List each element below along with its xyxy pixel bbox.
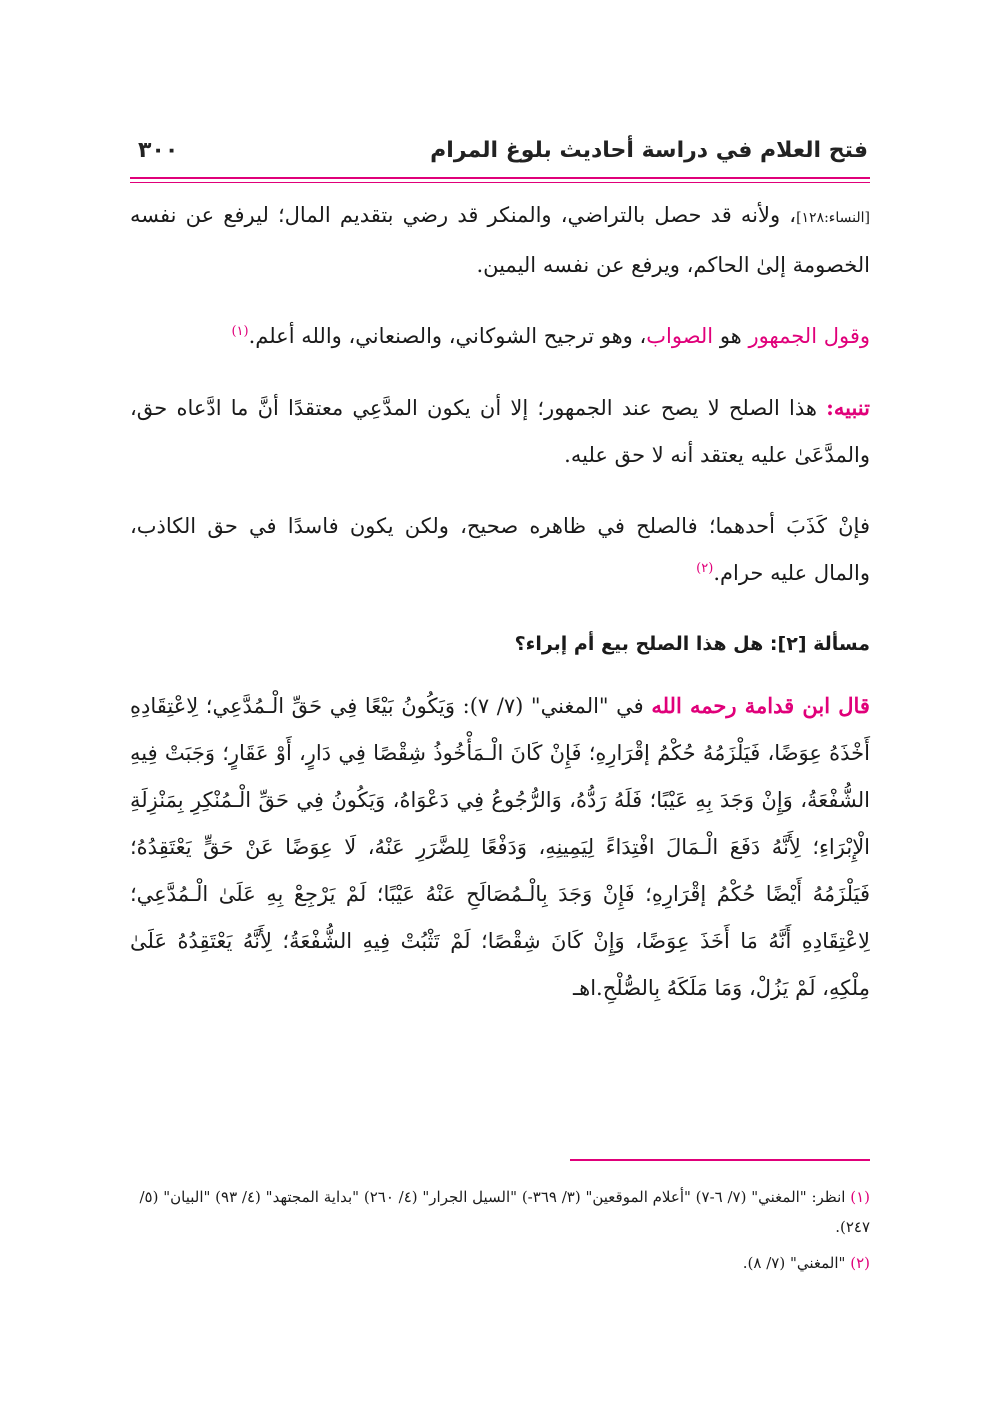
question-heading (130, 621, 870, 668)
footnote-2: (٢) "المغني" (٧/ ٨). (742, 1254, 870, 1272)
header-rule-thin (130, 182, 870, 183)
footnotes (130, 1182, 870, 1284)
correct-label: الصواب (646, 324, 714, 348)
paragraph-1: [النساء:١٢٨]، ولأنه قد حصل بالتراضي، والمنكر قد رضي بتقديم المال؛ ليرفع عن نفسه الخصومة إلىٰ الحاكم، ويرفع عن نفسه اليمين. (130, 203, 870, 277)
footnote-1: (١) انظر: "المغني" (٧/ ٦-٧) "أعلام الموقعين" (٣/ ٣٦٩-) "السيل الجرار" (٤/ ٢٦٠) "بداية المجتهد" (٤/ ٩٣) "البيان" (٥/ ٢٤٧). (139, 1188, 870, 1236)
footnote-rule (570, 1159, 870, 1161)
paragraph-2: وقول الجمهور هو الصواب، وهو ترجيح الشوكاني، والصنعاني، والله أعلم.$^{(١)}$ (231, 324, 870, 348)
paragraph-4: فإنْ كَذَبَ أحدهما؛ فالصلح في ظاهره صحيح، ولكن يكون فاسدًا في حق الكاذب، والمال عليه حرام.$^{(٢)}$ (130, 514, 870, 585)
author-label: قال ابن قدامة رحمه الله (651, 693, 870, 718)
note-label: تنبيه: (826, 395, 870, 420)
question-text: هل هذا الصلح بيع أم إبراء؟ (514, 633, 770, 655)
header-rule-thick (130, 177, 870, 179)
book-title: فتح العلام في دراسة أحاديث بلوغ المرام (430, 137, 868, 163)
paragraph-5: قال ابن قدامة رحمه الله في "المغني" (٧/ ٧): وَيَكُونُ بَيْعًا فِي حَقِّ الْـمُدَّعِي؛ لِاعْتِقَادِهِ أَخْذَهُ عِوَضًا، فَيَلْزَمُهُ حُكْمُ إقْرَارِهِ؛ فَإِنْ كَانَ الْـمَأْخُوذُ شِقْصًا فِي دَارٍ، أَوْ عَقَارٍ؛ وَجَبَتْ فِيهِ الشُّفْعَةُ، وَإِنْ وَجَدَ بِهِ عَيْبًا؛ فَلَهُ رَدُّهُ، وَالرُّجُوعُ فِي دَعْوَاهُ، وَيَكُونُ فِي حَقِّ الْـمُنْكِرِ بِمَنْزِلَةِ الْإِبْرَاءِ؛ لِأَنَّهُ دَفَعَ الْـمَالَ افْتِدَاءً لِيَمِينِهِ، وَدَفْعًا لِلضَّرَرِ عَنْهُ، لَا عِوَضًا عَنْ حَقٍّ يَعْتَقِدُهُ؛ فَيَلْزَمُهُ أَيْضًا حُكْمُ إقْرَارِهِ؛ فَإِنْ وَجَدَ بِالْـمُصَالَحِ عَنْهُ عَيْبًا؛ لَمْ يَرْجِعْ بِهِ عَلَىٰ الْـمُدَّعِي؛ لِاعْتِقَادِهِ أَنَّهُ مَا أَخَذَ عِوَضًا، وَإِنْ كَانَ شِقْصًا؛ لَمْ تَثْبُتْ فِيهِ الشُّفْعَةُ؛ لِأَنَّهُ يَعْتَقِدُهُ عَلَىٰ مِلْكِهِ، لَمْ يَزُلْ، وَمَا مَلَكَهُ بِالصُّلْحِ.اهـ (130, 693, 871, 1000)
page-number: ٣٠٠ (138, 137, 179, 163)
footnote-ref-1[interactable]: (١) (231, 324, 249, 339)
majority-label: وقول الجمهور (748, 324, 870, 348)
main-text (130, 192, 870, 1012)
footnote-ref-2[interactable]: (٢) (696, 561, 714, 576)
quran-citation: [النساء:١٢٨] (796, 210, 870, 226)
question-label: مسألة [٢]: (769, 633, 870, 655)
running-header (138, 126, 868, 174)
paragraph-3: تنبيه: هذا الصلح لا يصح عند الجمهور؛ إلا أن يكون المدَّعِي معتقدًا أنَّ ما ادَّعاه حق، والمدَّعَىٰ عليه يعتقد أنه لا حق عليه. (130, 395, 870, 467)
